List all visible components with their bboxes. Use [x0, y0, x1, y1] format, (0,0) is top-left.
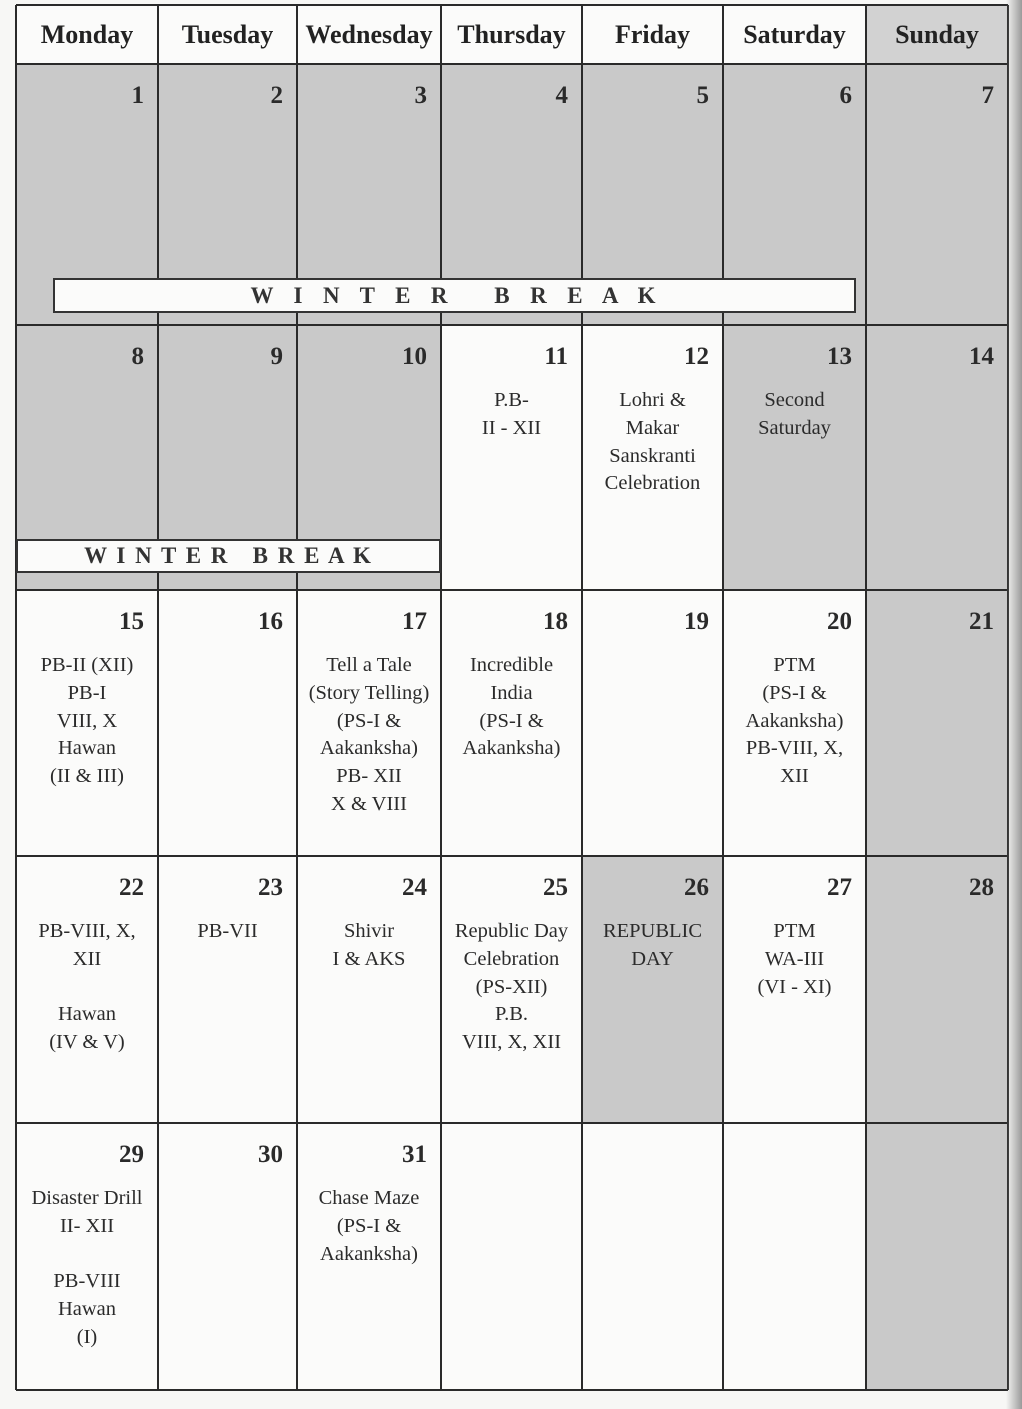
event-line: Saturday: [758, 416, 831, 439]
day-number: 10: [402, 343, 427, 370]
event-line: Disaster Drill: [31, 1187, 143, 1209]
grid-line-vertical: [865, 5, 867, 1390]
event-line: (II & III): [50, 765, 124, 788]
day-cell-7: [866, 64, 1008, 325]
event-line: Tell a Tale: [326, 654, 412, 676]
weekday-header-monday: Monday: [16, 5, 158, 64]
event-line: VIII, X, XII: [461, 1031, 562, 1054]
grid-line-horizontal: [16, 324, 1008, 326]
page-edge-shadow: [1006, 0, 1022, 1409]
event-line: Lohri &: [619, 389, 686, 411]
day-number: 24: [402, 874, 427, 901]
day-events: [158, 918, 297, 946]
event-line: (PS-I &: [336, 1214, 402, 1237]
event-line: WA-III: [764, 947, 825, 970]
weekday-header-friday: Friday: [582, 5, 723, 64]
day-number: 12: [684, 343, 709, 370]
event-line: (I): [76, 1325, 98, 1348]
day-number: 1: [131, 82, 144, 109]
day-cell-13: [723, 325, 866, 590]
event-line: REPUBLIC: [602, 920, 703, 942]
day-number: 14: [969, 343, 994, 370]
event-line: Shivir: [343, 920, 395, 942]
event-line: DAY: [631, 947, 674, 970]
day-cell-24: [297, 856, 441, 1123]
event-line: Aakanksha): [320, 737, 418, 760]
event-line: Aakanksha): [320, 1242, 418, 1265]
event-line: Republic Day: [454, 920, 569, 942]
event-line: Chase Maze: [318, 1187, 420, 1209]
day-number: 5: [696, 82, 709, 109]
day-number: 2: [270, 82, 283, 109]
day-cell-23: [158, 856, 297, 1123]
event-line: Incredible: [469, 654, 554, 676]
event-line: (VI - XI): [757, 975, 832, 998]
grid-line-horizontal: [16, 589, 1008, 591]
event-line: Hawan: [57, 1298, 117, 1321]
event-line: PB-VIII, X,: [745, 737, 844, 760]
event-line: Hawan: [57, 1003, 117, 1026]
event-line: Second: [764, 389, 825, 411]
day-number: 17: [402, 608, 427, 635]
grid-line-horizontal: [16, 63, 1008, 65]
day-number: 22: [119, 874, 144, 901]
event-line: XII: [780, 765, 809, 788]
day-number: 8: [131, 343, 144, 370]
weekday-header-wednesday: Wednesday: [297, 5, 441, 64]
day-number: 21: [969, 608, 994, 635]
grid-line-horizontal: [16, 855, 1008, 857]
day-events: [441, 387, 582, 443]
grid-line-vertical: [15, 5, 17, 1390]
event-line: (PS-XII): [475, 975, 548, 998]
day-number: 30: [258, 1141, 283, 1168]
day-cell-17: [297, 590, 441, 856]
grid-line-horizontal: [16, 1122, 1008, 1124]
day-events: [723, 918, 866, 1001]
grid-line-vertical: [296, 5, 298, 1390]
weekday-header-sunday: Sunday: [866, 5, 1008, 64]
grid-line-vertical: [722, 5, 724, 1390]
event-line: P.B-: [494, 389, 529, 411]
day-number: 20: [827, 608, 852, 635]
event-line: PB- XII: [336, 765, 402, 788]
event-line: PB-I: [67, 681, 107, 704]
day-cell-28: [866, 856, 1008, 1123]
day-number: 4: [555, 82, 568, 109]
day-number: 23: [258, 874, 283, 901]
day-number: 27: [827, 874, 852, 901]
day-cell-20: [723, 590, 866, 856]
event-line: India: [490, 681, 533, 704]
day-cell-18: [441, 590, 582, 856]
event-line: PTM: [773, 654, 816, 676]
day-number: 25: [543, 874, 568, 901]
winter-break-banner-week-1: W I N T E R B R E A K: [53, 278, 856, 313]
day-number: 11: [544, 343, 568, 370]
day-cell-27: [723, 856, 866, 1123]
grid-line-horizontal: [16, 4, 1008, 6]
event-line: Celebration: [604, 472, 701, 495]
day-cell-16: [158, 590, 297, 856]
day-cell-22: [16, 856, 158, 1123]
day-number: 18: [543, 608, 568, 635]
event-line: X & VIII: [331, 792, 407, 815]
day-number: 29: [119, 1141, 144, 1168]
day-number: 28: [969, 874, 994, 901]
day-events: [441, 652, 582, 763]
day-cell-21: [866, 590, 1008, 856]
event-line: (Story Telling): [308, 681, 430, 704]
day-number: 13: [827, 343, 852, 370]
event-line: (IV & V): [49, 1031, 125, 1054]
day-events: [16, 918, 158, 1057]
day-number: 16: [258, 608, 283, 635]
day-cell-12: [582, 325, 723, 590]
grid-line-horizontal: [16, 1389, 1008, 1391]
event-line: (PS-I &: [762, 681, 827, 704]
day-events: [582, 387, 723, 498]
day-cell-empty: [441, 1123, 582, 1390]
grid-line-vertical: [440, 5, 442, 1390]
day-cell-15: [16, 590, 158, 856]
event-line: Sanskranti: [609, 444, 696, 467]
day-number: 15: [119, 608, 144, 635]
event-line: [16, 1241, 158, 1269]
event-line: (PS-I &: [479, 709, 544, 732]
day-number: 26: [684, 874, 709, 901]
day-events: [297, 1185, 441, 1268]
event-line: Celebration: [463, 947, 560, 970]
event-line: PTM: [773, 920, 816, 942]
event-line: Hawan: [57, 737, 117, 760]
weekday-header-saturday: Saturday: [723, 5, 866, 64]
grid-line-vertical: [581, 5, 583, 1390]
day-cell-25: [441, 856, 582, 1123]
event-line: (PS-I &: [336, 709, 402, 732]
day-cell-empty: [582, 1123, 723, 1390]
day-cell-empty: [866, 1123, 1008, 1390]
day-events: [582, 918, 723, 974]
day-events: [723, 652, 866, 791]
grid-line-vertical: [157, 5, 159, 1390]
event-line: XII: [72, 947, 102, 970]
event-line: Makar: [625, 416, 680, 439]
day-cell-30: [158, 1123, 297, 1390]
event-line: [16, 974, 158, 1002]
day-number: 3: [414, 82, 427, 109]
day-events: [297, 918, 441, 974]
weekday-header-tuesday: Tuesday: [158, 5, 297, 64]
day-events: [723, 387, 866, 443]
day-cell-14: [866, 325, 1008, 590]
event-line: PB-II (XII): [40, 654, 134, 676]
event-line: Aakanksha): [745, 709, 844, 732]
day-number: 7: [981, 82, 994, 109]
day-events: [441, 918, 582, 1057]
day-cell-11: [441, 325, 582, 590]
event-line: I & AKS: [332, 947, 406, 970]
day-events: [297, 652, 441, 819]
day-events: [16, 652, 158, 791]
event-line: II- XII: [59, 1214, 115, 1237]
day-events: [16, 1185, 158, 1352]
day-cell-26: [582, 856, 723, 1123]
event-line: Aakanksha): [462, 737, 561, 760]
day-cell-19: [582, 590, 723, 856]
event-line: PB-VIII: [53, 1270, 121, 1293]
day-cell-empty: [723, 1123, 866, 1390]
weekday-header-thursday: Thursday: [441, 5, 582, 64]
event-line: P.B.: [494, 1003, 529, 1026]
day-cell-29: [16, 1123, 158, 1390]
day-number: 31: [402, 1141, 427, 1168]
winter-break-banner-week-2: W I N T E R B R E A K: [16, 539, 441, 573]
event-line: PB-VII: [197, 920, 258, 942]
event-line: PB-VIII, X,: [38, 920, 136, 942]
day-number: 19: [684, 608, 709, 635]
event-line: II - XII: [481, 416, 542, 439]
day-cell-31: [297, 1123, 441, 1390]
day-number: 6: [839, 82, 852, 109]
day-number: 9: [270, 343, 283, 370]
event-line: VIII, X: [56, 709, 118, 732]
